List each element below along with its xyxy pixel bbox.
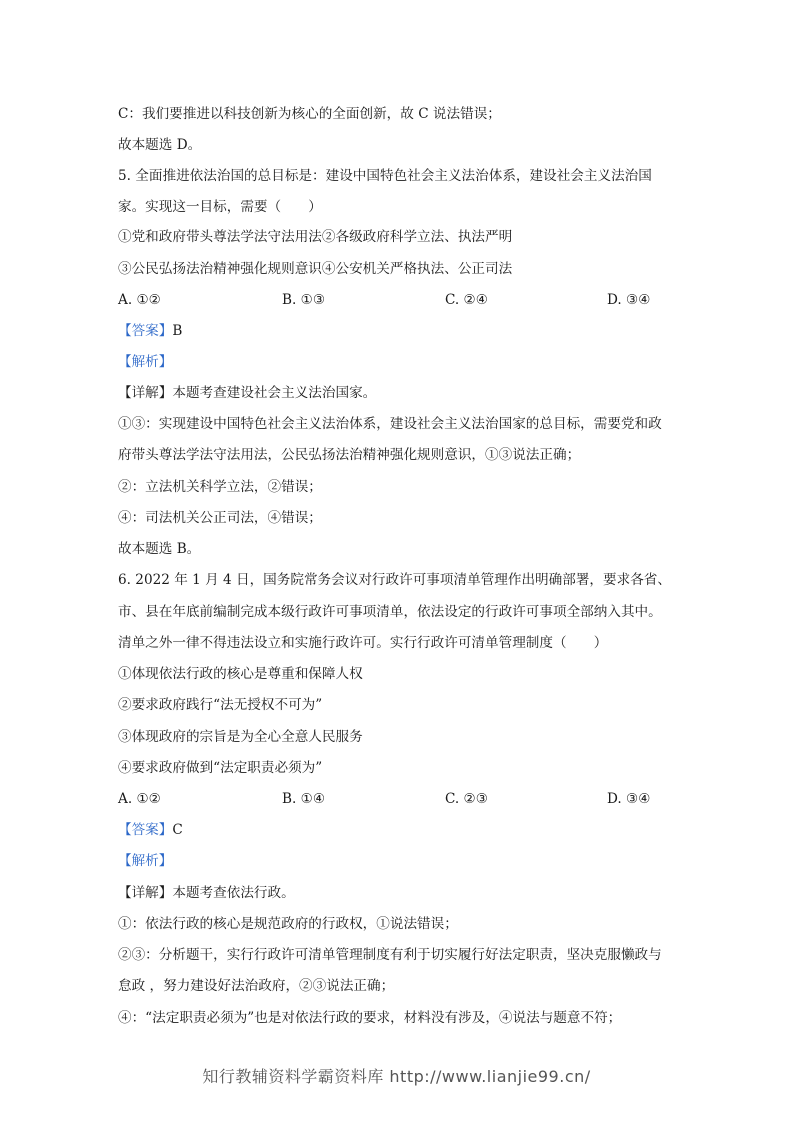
question-5-statement: ③公民弘扬法治精神强化规则意识④公安机关严格执法、公正司法	[118, 261, 513, 277]
answer-line	[118, 821, 183, 839]
option-d: D. ③④	[607, 791, 651, 807]
explanation-line: ①③：实现建设中国特色社会主义法治体系，建设社会主义法治国家的总目标，需要党和政	[118, 416, 662, 432]
answer-line	[118, 322, 182, 340]
option-a: A. ①②	[118, 292, 161, 308]
option-c: C. ②③	[445, 791, 488, 807]
analysis-line	[118, 353, 172, 371]
explanation-line: ①：依法行政的核心是规范政府的行政权，①说法错误；	[118, 916, 458, 932]
question-6-statement: ②要求政府践行“法无授权不可为”	[118, 697, 323, 713]
question-6-stem: 6. 2022 年 1 月 4 日，国务院常务会议对行政许可事项清单管理作出明确部署，要求各省、	[118, 572, 671, 588]
explanation-line: 怠政 ，努力建设好法治政府，②③说法正确；	[118, 978, 395, 994]
explanation-line: 故本题选 B。	[118, 541, 201, 557]
question-5-stem: 家。实现这一目标，需要（ ）	[118, 199, 322, 215]
detail-line	[118, 884, 295, 902]
question-6-statement: ④要求政府做到“法定职责必须为”	[118, 760, 323, 776]
question-5-stem: 5. 全面推进依法治国的总目标是：建设中国特色社会主义法治体系，建设社会主义法治国	[118, 168, 652, 184]
option-c: C. ②④	[445, 292, 488, 308]
question-6-statement: ③体现政府的宗旨是为全心全意人民服务	[118, 729, 363, 745]
answer-tag: 【答案】	[118, 323, 173, 339]
question-6-stem: 市、县在年底前编制完成本级行政许可事项清单，依法设定的行政许可事项全部纳入其中。	[118, 604, 662, 620]
detail-text: 本题考查建设社会主义法治国家。	[172, 385, 377, 401]
question-5-statement: ①党和政府带头尊法学法守法用法②各级政府科学立法、执法严明	[118, 229, 513, 245]
detail-line	[118, 384, 376, 402]
detail-text: 本题考查依法行政。	[172, 885, 295, 901]
text-line: C：我们要推进以科技创新为核心的全面创新，故 C 说法错误；	[118, 106, 501, 122]
detail-tag: 【详解】	[118, 385, 173, 401]
option-a: A. ①②	[118, 791, 161, 807]
answer-value: C	[172, 822, 183, 838]
option-d: D. ③④	[607, 292, 651, 308]
footer-watermark: 知行教辅资料学霸资料库 http://www.lianjie99.cn/	[202, 1067, 591, 1086]
answer-tag: 【答案】	[118, 822, 173, 838]
option-b: B. ①③	[282, 292, 326, 308]
analysis-line	[118, 852, 172, 870]
explanation-line: ④：司法机关公正司法，④错误；	[118, 510, 322, 526]
analysis-tag: 【解析】	[118, 354, 173, 370]
detail-tag: 【详解】	[118, 885, 173, 901]
explanation-line: ②：立法机关科学立法，②错误；	[118, 479, 322, 495]
text-line: 故本题选 D。	[118, 137, 202, 153]
question-6-stem: 清单之外一律不得违法设立和实施行政许可。实行行政许可清单管理制度（ ）	[118, 635, 608, 651]
question-6-statement: ①体现依法行政的核心是尊重和保障人权	[118, 666, 363, 682]
explanation-line: ②③：分析题干，实行行政许可清单管理制度有利于切实履行好法定职责，坚决克服懒政与	[118, 947, 662, 963]
explanation-line: ④：“法定职责必须为”也是对依法行政的要求，材料没有涉及，④说法与题意不符；	[118, 1010, 622, 1026]
analysis-tag: 【解析】	[118, 853, 173, 869]
answer-value: B	[172, 323, 183, 339]
explanation-line: 府带头尊法学法守法用法，公民弘扬法治精神强化规则意识，①③说法正确；	[118, 447, 581, 463]
option-b: B. ①④	[282, 791, 326, 807]
